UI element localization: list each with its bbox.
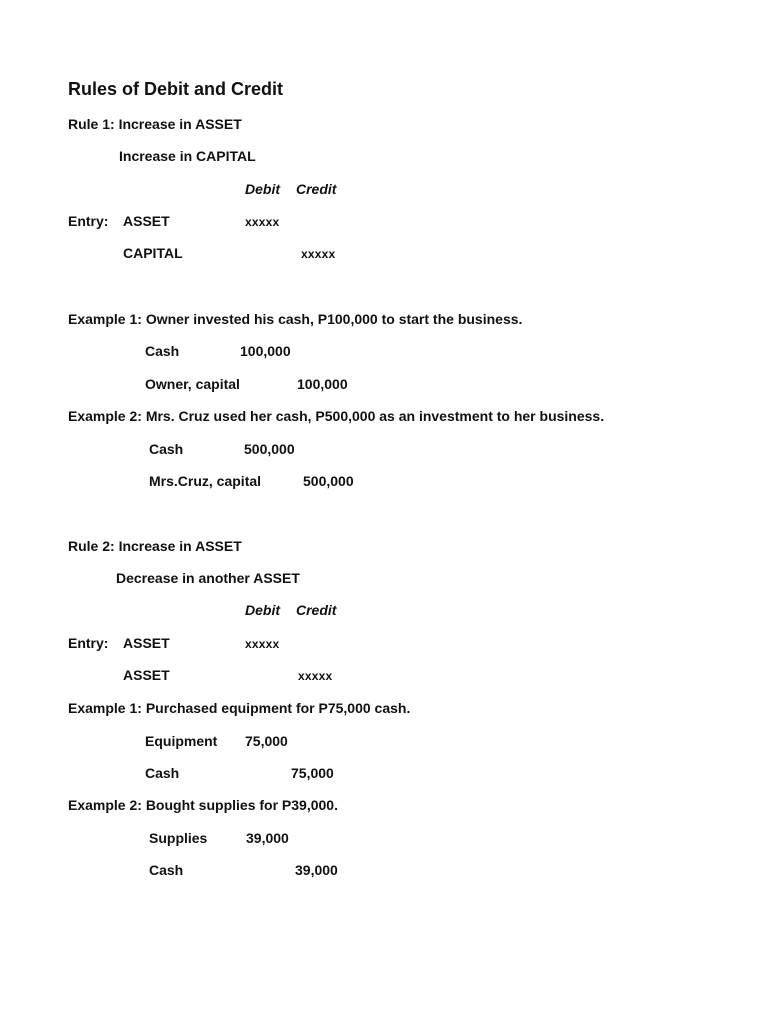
rule2-example1-credit-account: Cash (145, 765, 180, 781)
page-title: Rules of Debit and Credit (68, 79, 284, 99)
rule1-entry-debit-account: ASSET (123, 213, 170, 229)
rule2-line1: Rule 2: Increase in ASSET (68, 538, 242, 554)
rule2-entry-debit-amount: xxxxx (245, 637, 280, 651)
rule1-example1-credit-account: Owner, capital (145, 376, 240, 392)
rule2-debit-header: Debit (245, 602, 280, 618)
rule1-example1-debit-account: Cash (145, 343, 180, 359)
rule1-entry-debit-amount: xxxxx (245, 215, 280, 229)
rule2-example2-credit-account: Cash (149, 862, 184, 878)
rule1-example1-debit-amount: 100,000 (240, 343, 291, 359)
rule2-line2: Decrease in another ASSET (116, 570, 300, 586)
rule1-example2-credit-account: Mrs.Cruz, capital (149, 473, 262, 489)
rule1-entry-credit-amount: xxxxx (301, 247, 336, 261)
rule2-entry-credit-account: ASSET (123, 667, 170, 683)
rule1-entry-label: Entry: (68, 213, 109, 229)
rule1-example1-credit-amount: 100,000 (297, 376, 348, 392)
rule1-debit-header: Debit (245, 181, 280, 197)
rule1-line1: Rule 1: Increase in ASSET (68, 116, 242, 132)
rule1-example2-debit-amount: 500,000 (244, 441, 295, 457)
rule2-credit-header: Credit (296, 602, 337, 618)
rule1-example1-heading: Example 1: Owner invested his cash, P100,000 to start the business. (68, 311, 523, 327)
rule2-example2-debit-amount: 39,000 (246, 830, 289, 846)
rule2-example1-heading: Example 1: Purchased equipment for P75,000 cash. (68, 700, 411, 716)
rule1-example2-heading: Example 2: Mrs. Cruz used her cash, P500,000 as an investment to her business. (68, 408, 605, 424)
rule1-credit-header: Credit (296, 181, 337, 197)
rule1-example2-credit-amount: 500,000 (303, 473, 354, 489)
rule2-example1-debit-amount: 75,000 (245, 733, 288, 749)
rule1-example2-debit-account: Cash (149, 441, 184, 457)
rule1-line2: Increase in CAPITAL (119, 148, 256, 164)
rule2-entry-label: Entry: (68, 635, 109, 651)
rule2-example2-credit-amount: 39,000 (295, 862, 338, 878)
rule2-entry-credit-amount: xxxxx (298, 669, 333, 683)
rule2-example1-debit-account: Equipment (145, 733, 218, 749)
rule2-example1-credit-amount: 75,000 (291, 765, 334, 781)
rule1-entry-credit-account: CAPITAL (123, 245, 183, 261)
rule2-example2-debit-account: Supplies (149, 830, 208, 846)
rule2-entry-debit-account: ASSET (123, 635, 170, 651)
rule2-example2-heading: Example 2: Bought supplies for P39,000. (68, 797, 338, 813)
